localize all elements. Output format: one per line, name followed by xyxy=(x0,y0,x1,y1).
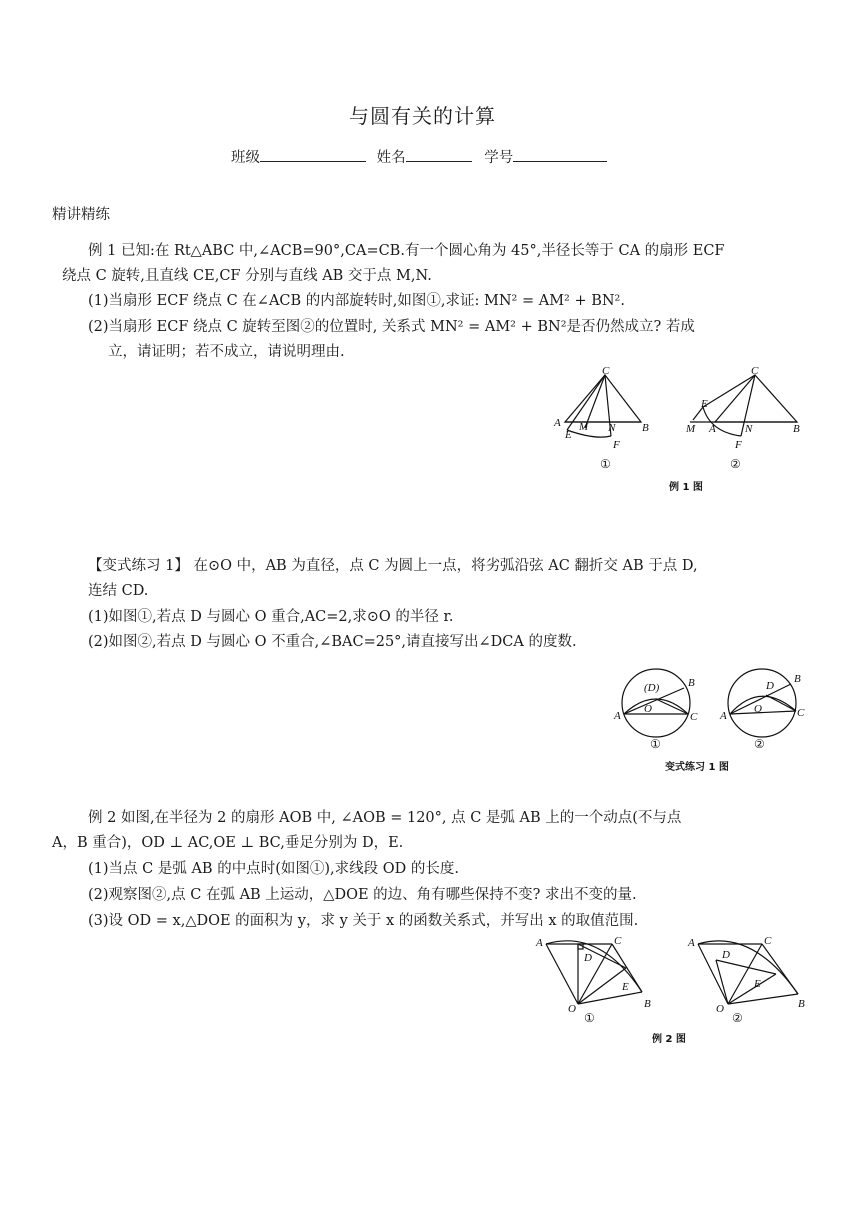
svg-text:O: O xyxy=(568,1003,576,1015)
svg-text:A: A xyxy=(688,937,695,949)
svg-text:N: N xyxy=(745,423,753,435)
svg-text:A: A xyxy=(709,423,716,435)
ex2-fig-caption: 例 2 图 xyxy=(652,1034,686,1045)
svg-text:O: O xyxy=(716,1003,724,1015)
svg-text:A: A xyxy=(554,417,561,429)
svg-text:M: M xyxy=(579,421,589,433)
var1-q1: (1)如图①,若点 D 与圆心 O 重合,AC=2,求⊙O 的半径 r. xyxy=(88,609,454,625)
class-field[interactable] xyxy=(260,147,366,162)
svg-text:②: ② xyxy=(732,1011,743,1025)
ex2-line1: 例 2 如图,在半径为 2 的扇形 AOB 中, ∠AOB = 120°, 点 C 是弧 AB 上的一个动点(不与点 xyxy=(88,810,682,826)
ex1-q1: (1)当扇形 ECF 绕点 C 在∠ACB 的内部旋转时,如图①,求证: MN² = AM² + BN². xyxy=(88,293,625,309)
ex2-q2: (2)观察图②,点 C 在弧 AB 上运动，△DOE 的边、角有哪些保持不变? 求出不变的量. xyxy=(88,887,637,903)
svg-text:B: B xyxy=(793,423,800,435)
svg-text:O: O xyxy=(644,703,652,715)
ex2-figure xyxy=(530,930,815,1050)
ex1-figure xyxy=(545,362,815,497)
svg-text:B: B xyxy=(794,673,801,685)
svg-text:B: B xyxy=(688,677,695,689)
svg-text:F: F xyxy=(613,439,620,451)
svg-text:E: E xyxy=(701,398,708,410)
var1-fig1-circle xyxy=(622,669,690,737)
svg-text:E: E xyxy=(565,429,572,441)
svg-text:E: E xyxy=(622,981,629,993)
svg-text:M: M xyxy=(686,423,696,435)
name-label: 姓名 xyxy=(376,150,406,166)
svg-text:(D): (D) xyxy=(644,682,660,694)
id-label: 学号 xyxy=(484,150,514,166)
svg-text:②: ② xyxy=(730,457,741,471)
svg-text:F: F xyxy=(735,439,742,451)
svg-text:D: D xyxy=(722,949,730,961)
svg-text:E: E xyxy=(754,978,761,990)
svg-text:C: C xyxy=(764,935,772,947)
var1-q2: (2)如图②,若点 D 与圆心 O 不重合,∠BAC=25°,请直接写出∠DCA 的度数. xyxy=(88,634,577,650)
ex1-fig2-triangle xyxy=(715,375,797,422)
ex1-line1: 例 1 已知:在 Rt△ABC 中,∠ACB=90°,CA=CB.有一个圆心角为 45°,半径长等于 CA 的扇形 ECF xyxy=(88,243,725,259)
svg-text:①: ① xyxy=(584,1011,595,1025)
name-field[interactable] xyxy=(406,147,472,162)
ex1-line2: 绕点 C 旋转,且直线 CE,CF 分别与直线 AB 交于点 M,N. xyxy=(62,268,432,284)
svg-text:B: B xyxy=(642,422,649,434)
svg-text:C: C xyxy=(751,365,759,377)
svg-text:②: ② xyxy=(754,737,765,751)
class-label: 班级 xyxy=(231,150,260,166)
page-title: 与圆有关的计算 xyxy=(349,104,496,128)
var1-line1: 【变式练习 1】 在⊙O 中，AB 为直径，点 C 为圆上一点，将劣弧沿弦 AC 翻折交 AB 于点 D, xyxy=(88,558,698,574)
label-C: C xyxy=(602,365,610,377)
svg-text:D: D xyxy=(584,952,592,964)
svg-text:B: B xyxy=(644,998,651,1010)
var1-figure xyxy=(610,650,815,775)
svg-text:B: B xyxy=(798,998,805,1010)
ex2-q3: (3)设 OD = x,△DOE 的面积为 y，求 y 关于 x 的函数关系式，并写出 x 的取值范围. xyxy=(88,913,639,929)
svg-text:N: N xyxy=(608,422,616,434)
svg-text:C: C xyxy=(690,711,698,723)
ex2-q1: (1)当点 C 是弧 AB 的中点时(如图①),求线段 OD 的长度. xyxy=(88,861,459,877)
svg-text:①: ① xyxy=(650,737,661,751)
section-heading: 精讲精练 xyxy=(52,207,110,223)
var1-fig1-fold-arc xyxy=(624,699,688,714)
svg-text:A: A xyxy=(720,710,727,722)
student-info-line xyxy=(231,147,607,168)
ex1-q2b: 立，请证明；若不成立，请说明理由. xyxy=(108,344,345,360)
svg-text:①: ① xyxy=(600,457,611,471)
ex1-q2a: (2)当扇形 ECF 绕点 C 旋转至图②的位置时, 关系式 MN² = AM² + BN²是否仍然成立? 若成 xyxy=(88,319,695,335)
svg-text:C: C xyxy=(797,707,805,719)
svg-text:A: A xyxy=(536,937,543,949)
ex1-fig-caption: 例 1 图 xyxy=(669,482,703,493)
var1-fig-caption: 变式练习 1 图 xyxy=(665,762,729,773)
ex2-line2: A，B 重合)，OD ⊥ AC,OE ⊥ BC,垂足分别为 D，E. xyxy=(52,835,404,851)
var1-line2: 连结 CD. xyxy=(88,583,149,599)
svg-text:C: C xyxy=(614,935,622,947)
ex1-fig1-triangle xyxy=(565,375,641,422)
svg-text:A: A xyxy=(614,710,621,722)
id-field[interactable] xyxy=(513,147,607,162)
svg-text:D: D xyxy=(766,680,774,692)
ex1-fig1-arc xyxy=(567,430,611,437)
svg-text:O: O xyxy=(754,703,762,715)
